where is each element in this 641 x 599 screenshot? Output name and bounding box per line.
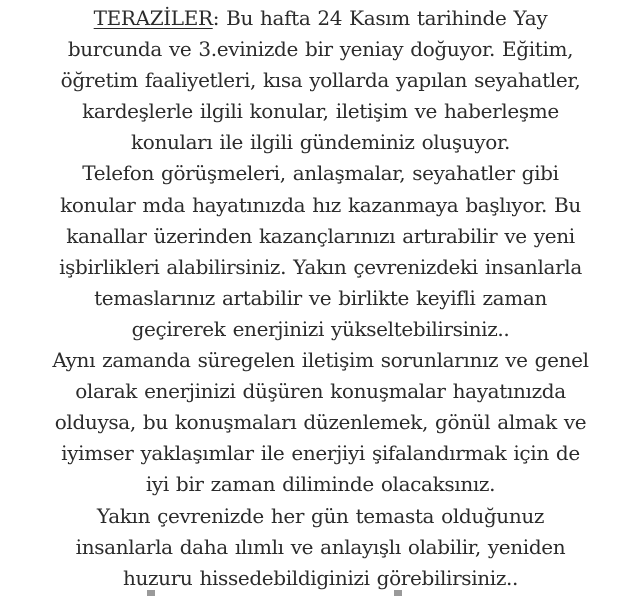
article-line: iyimser yaklaşımlar ile enerjiyi şifalandırmak için de <box>61 441 580 466</box>
article-line: kanallar üzerinden kazançlarınızı artırabilir ve yeni <box>66 223 575 248</box>
article-line: işbirlikleri alabilirsiniz. Yakın çevrenizdeki insanlarla <box>59 254 582 279</box>
article-line: Yakın çevrenizde her gün temasta olduğunuz <box>96 503 545 528</box>
article-line: öğretim faaliyetleri, kısa yollarda yapılan seyahatler, <box>60 68 581 93</box>
article-line: temaslarınız artabilir ve birlikte keyifli zaman <box>94 285 547 310</box>
article-line: kardeşlerle ilgili konular, iletişim ve haberleşme <box>82 99 559 124</box>
sign-label: TERAZİLER <box>93 6 213 30</box>
article-line: Aynı zamanda süregelen iletişim sorunlarınız ve genel <box>52 348 589 373</box>
article-line: huzuru hissedebildiginizi görebilirsiniz.. <box>122 565 519 590</box>
article-body <box>0 3 641 594</box>
cut-glyph-fragment <box>394 590 402 596</box>
article-line: geçirerek enerjinizi yükseltebilirsiniz.. <box>131 316 510 341</box>
article-line: burcunda ve 3.evinizde bir yeniay doğuyor. Eğitim, <box>67 37 574 62</box>
article-line: iyi bir zaman diliminde olacaksınız. <box>145 472 496 497</box>
cut-off-next-line <box>0 586 641 599</box>
article-line: insanlarla daha ılımlı ve anlayışlı olabilir, yeniden <box>75 534 566 559</box>
article-line: olarak enerjinizi düşüren konuşmalar hayatınızda <box>75 379 566 404</box>
article-line: TERAZİLER: Bu hafta 24 Kasım tarihinde Yay <box>93 6 548 30</box>
article-line: Telefon görüşmeleri, anlaşmalar, seyahatler gibi <box>82 161 559 186</box>
cut-glyph-fragment <box>147 590 155 596</box>
article-line: konuları ile ilgili gündeminiz oluşuyor. <box>131 130 510 155</box>
article-line: olduysa, bu konuşmaları düzenlemek, gönül almak ve <box>54 410 587 435</box>
article-line: konular mda hayatınızda hız kazanmaya başlıyor. Bu <box>60 192 581 217</box>
